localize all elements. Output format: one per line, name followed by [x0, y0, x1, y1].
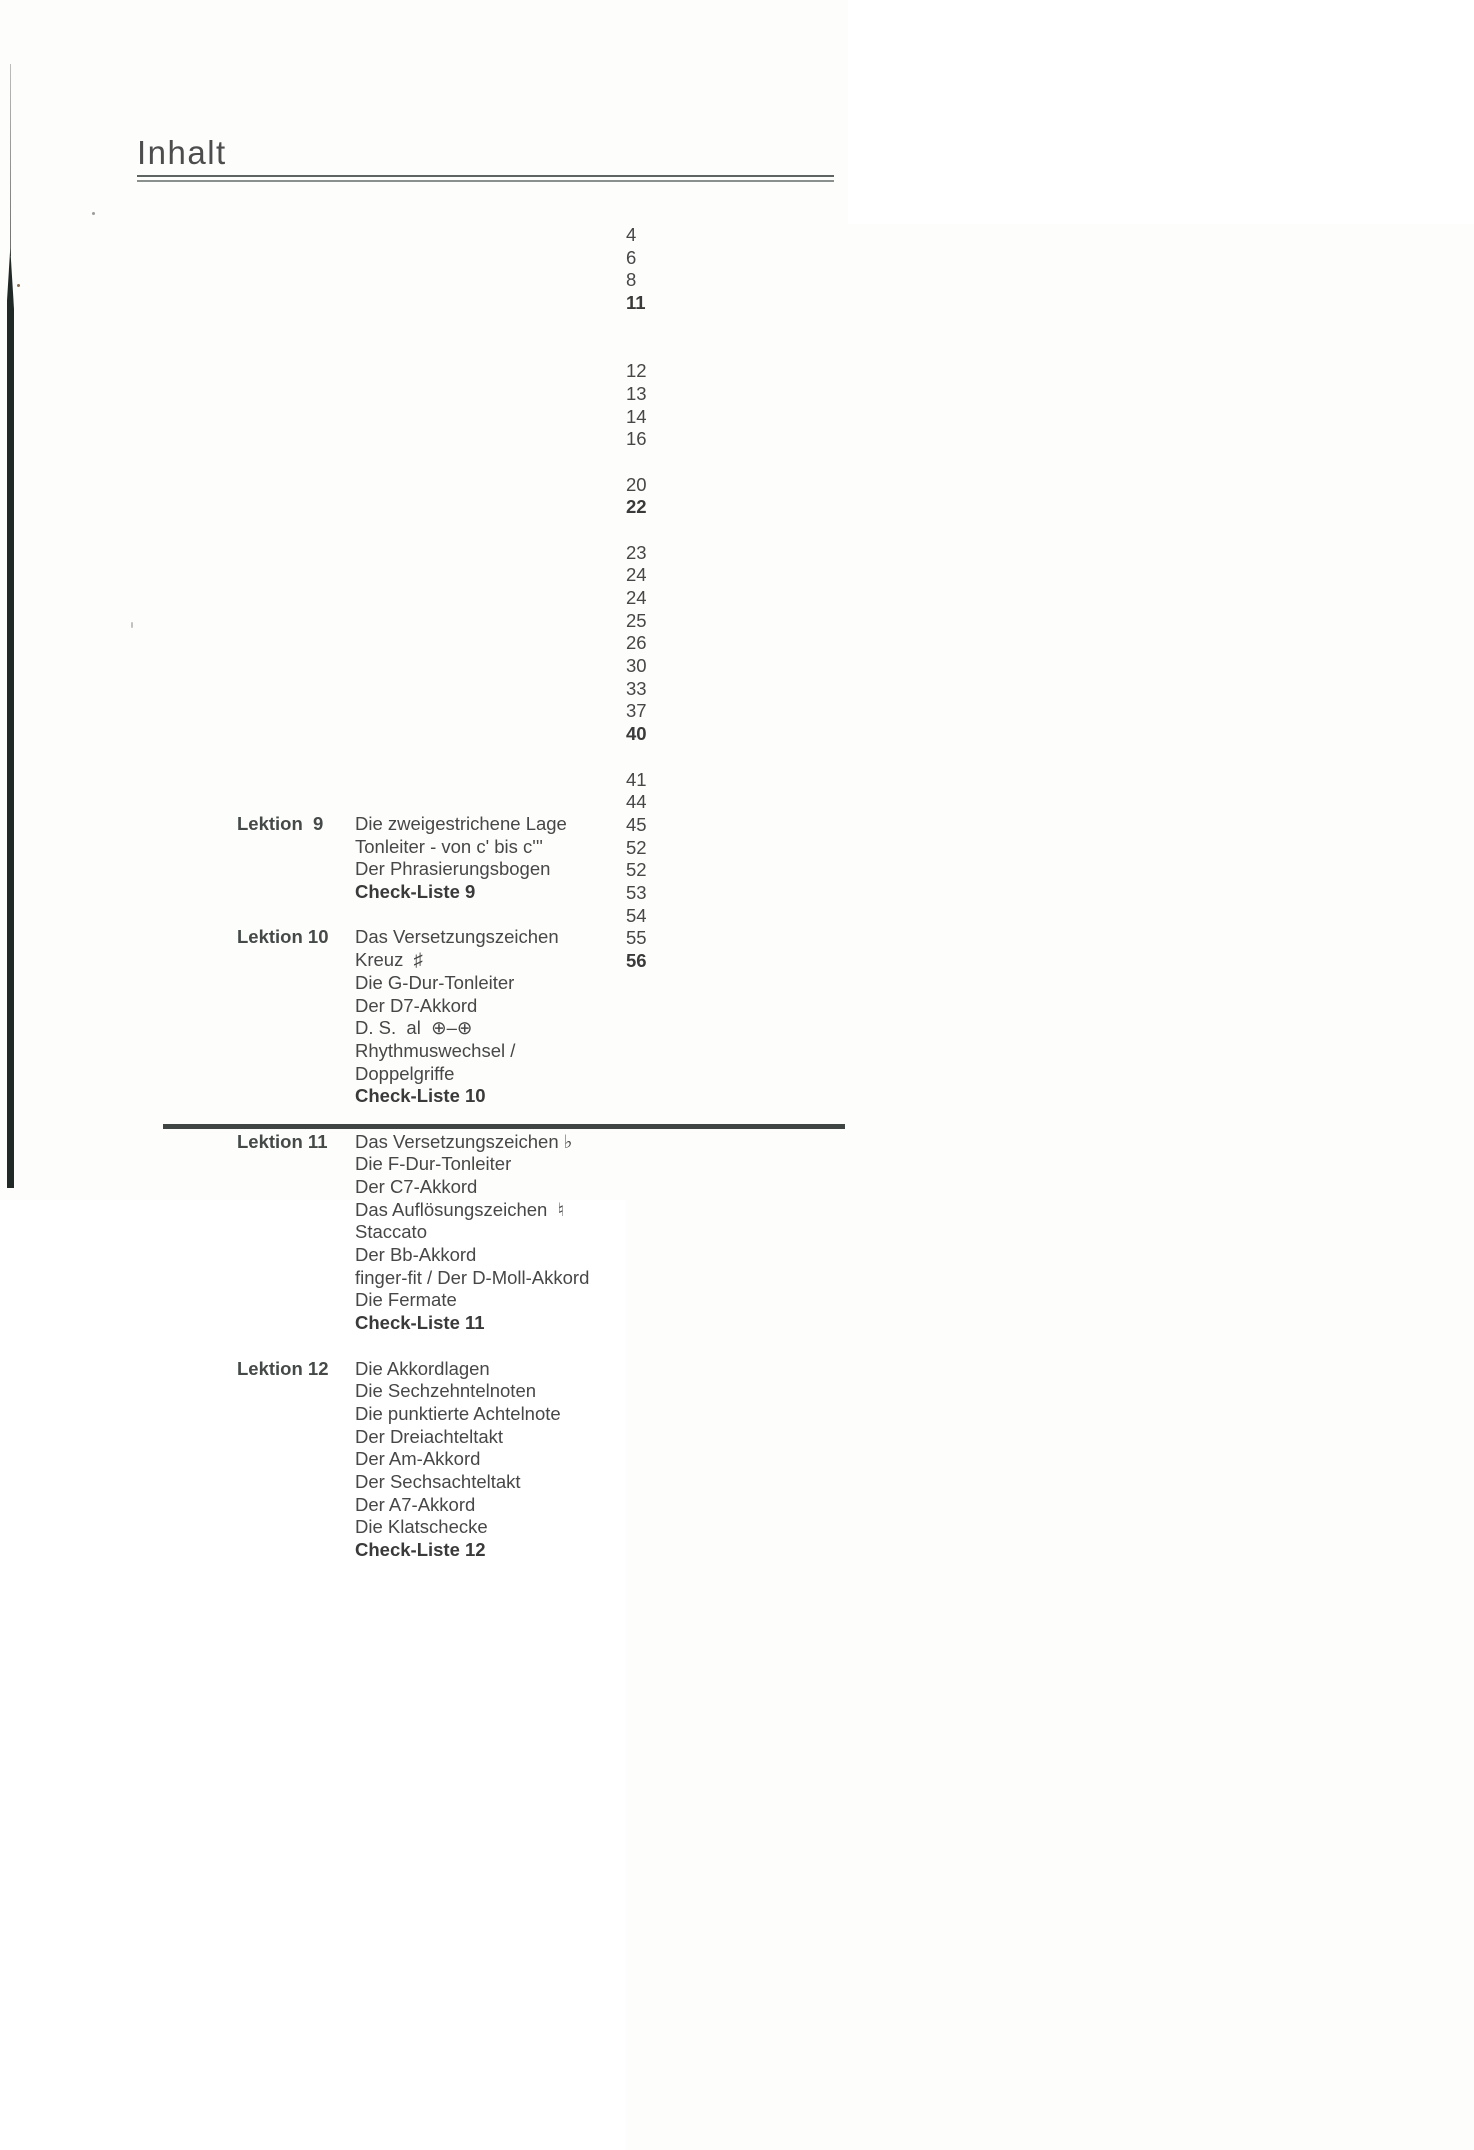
toc-entry-title: D. S. al ⊕–⊕ [355, 1017, 473, 1039]
toc-entry-title: Die zweigestrichene Lage [355, 813, 567, 834]
footer-rule [163, 1124, 845, 1129]
toc-entry-page-number: 16 [626, 428, 1474, 1628]
lesson-label: Lektion 10 [237, 926, 329, 948]
toc-entry-title: Die Sechzehntelnoten [355, 1380, 537, 1402]
lesson-label: Lektion 11 [237, 1130, 328, 1152]
toc-entry-page-number: 55 [626, 927, 1474, 2127]
toc-entry-title: Check-Liste 10 [355, 1085, 486, 1107]
scan-artifact-left-thin-line [10, 64, 11, 256]
toc-entry-page-number: 4 [626, 224, 1474, 1424]
toc-entry-page-number: 45 [626, 814, 1474, 2014]
toc-entry-title: Rhythmuswechsel / [355, 1039, 516, 1061]
toc-entry-title: Die punktierte Achtelnote [355, 1402, 561, 1424]
scan-speck [17, 284, 20, 287]
toc-entry-page-number: 13 [626, 383, 1474, 1583]
toc-entry-title: Tonleiter - von c' bis c''' [355, 835, 543, 857]
toc-entry-title: Check-Liste 11 [355, 1312, 485, 1334]
toc-entry-title: Das Versetzungszeichen [355, 926, 559, 948]
toc-entry-page-number: 11 [626, 292, 1474, 1492]
lesson-label: Lektion 12 [237, 1357, 329, 1379]
title-double-rule [137, 175, 834, 182]
toc-entry-title: Kreuz ♯ [355, 949, 423, 971]
toc-entry-title: Der A7-Akkord [355, 1493, 476, 1515]
toc-entry-page-number: 6 [626, 247, 1474, 1447]
toc-entry-page-number: 22 [626, 496, 1474, 1696]
toc-entry-page-number: 37 [626, 700, 1474, 1900]
toc-entry-title: Der Am-Akkord [355, 1448, 481, 1470]
scanned-book-page [0, 0, 848, 1560]
toc-entry-page-number: 24 [626, 587, 1474, 1787]
toc-entry-title: Die F-Dur-Tonleiter [355, 1153, 512, 1175]
toc-entry-page-number: 25 [626, 610, 1474, 1810]
toc-entry-title: Der Sechsachteltakt [355, 1470, 521, 1492]
page-title: Inhalt [137, 134, 227, 171]
toc-entry-page-number: 52 [626, 859, 1474, 2059]
toc-entry-page-number: 23 [626, 542, 1474, 1742]
toc-entry-title: Das Versetzungszeichen ♭ [355, 1130, 573, 1152]
toc-entry-page-number: 12 [626, 360, 1474, 1560]
toc-entry-title: Staccato [355, 1221, 427, 1243]
scan-artifact-left-wedge [7, 248, 15, 312]
toc-entry-title: Der Phrasierungsbogen [355, 858, 551, 880]
toc-entry-title: Check-Liste 12 [355, 1539, 486, 1560]
toc-entry-page-number: 26 [626, 632, 1474, 1832]
toc-entry-page-number: 14 [626, 406, 1474, 1606]
toc-entry-page-number: 8 [626, 269, 1474, 1469]
scan-artifact-left-bar [7, 310, 15, 1188]
toc-entry-page-number: 52 [626, 837, 1474, 2037]
toc-entry-title: Die G-Dur-Tonleiter [355, 971, 515, 993]
toc-entry-page-number: 30 [626, 655, 1474, 1855]
toc-entry-title: Check-Liste 9 [355, 881, 476, 903]
toc-entry-page-number: 41 [626, 769, 1474, 1969]
toc-entry-title: Doppelgriffe [355, 1062, 455, 1084]
toc-entry-page-number: 54 [626, 905, 1474, 2105]
toc-entry-page-number: 24 [626, 564, 1474, 1764]
toc-entry-page-number: 33 [626, 678, 1474, 1878]
toc-entry-title: Die Akkordlagen [355, 1357, 490, 1379]
scan-speck [92, 212, 95, 215]
scan-speck [131, 622, 133, 628]
toc-entry-title: Der C7-Akkord [355, 1176, 478, 1197]
toc-entry-title: finger-fit / Der D-Moll-Akkord [355, 1266, 590, 1288]
table-of-contents [237, 224, 717, 1560]
toc-entry-page-number: 44 [626, 791, 1474, 1991]
lesson-label: Lektion 9 [237, 813, 324, 834]
toc-entry-title: Der D7-Akkord [355, 994, 478, 1016]
toc-entry-title: Die Klatschecke [355, 1516, 488, 1538]
toc-entry-title: Der Dreiachteltakt [355, 1425, 504, 1447]
toc-entry-page-number: 56 [626, 950, 1474, 2150]
toc-entry-page-number: 53 [626, 882, 1474, 2082]
toc-entry-page-number: 20 [626, 474, 1474, 1674]
toc-entry-title: Der Bb-Akkord [355, 1244, 477, 1266]
toc-entry-page-number: 40 [626, 723, 1474, 1923]
toc-entry-title: Das Auflösungszeichen ♮ [355, 1198, 565, 1220]
toc-entry-title: Die Fermate [355, 1289, 457, 1311]
